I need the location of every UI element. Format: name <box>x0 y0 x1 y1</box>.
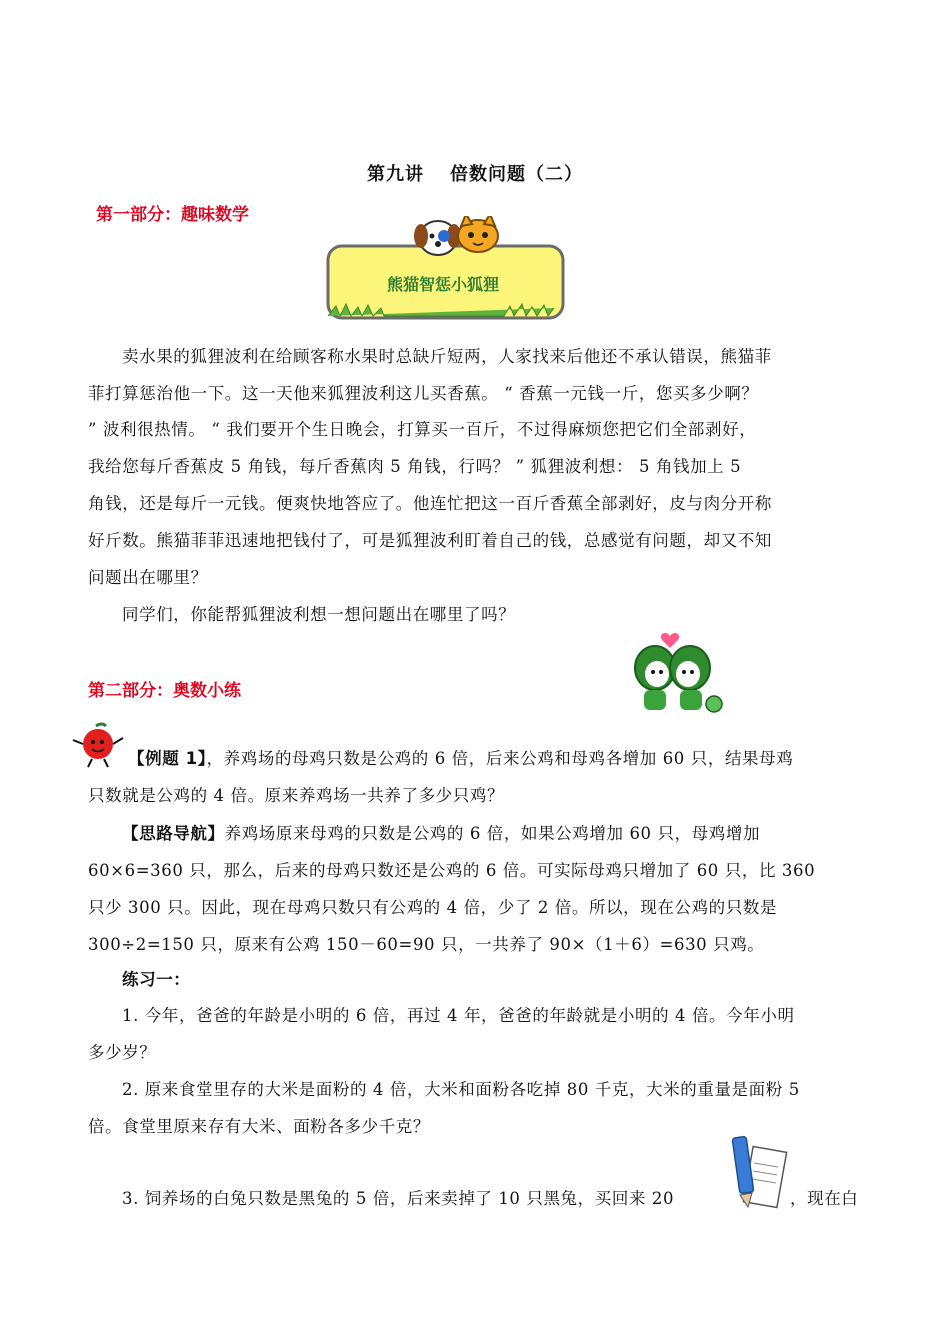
example-text: ，养鸡场的母鸡只数是公鸡的 6 倍，后来公鸡和母鸡各增加 60 只，结果母鸡 <box>206 749 794 768</box>
lecture-topic: 倍数问题（二） <box>450 164 583 185</box>
guide-line: 只少 300 只。因此，现在母鸡只数只有公鸡的 4 倍，少了 2 倍。所以，现在公鸡的只数是 <box>88 898 778 917</box>
story-line: ” 波利很热情。 “ 我们要开个生日晚会，打算买一百斤，不过得麻烦您把它们全部剥好， <box>88 420 757 439</box>
banner-illustration <box>318 216 568 324</box>
practice-item-3: 3. 饲养场的白兔只数是黑兔的 5 倍，后来卖掉了 10 只黑兔，买回来 20 <box>122 1189 675 1208</box>
practice-item-3-tail: ，现在白 <box>790 1189 859 1208</box>
banner-title: 熊猫智惩小狐狸 <box>386 275 499 294</box>
practice-item-2: 2. 原来食堂里存的大米是面粉的 4 倍，大米和面粉各吃掉 80 千克，大米的重量是面粉 5 <box>122 1080 800 1099</box>
pencil-paper <box>726 1135 788 1215</box>
practice-item-2-cont: 倍。食堂里原来存有大米、面粉各多少千克？ <box>88 1117 430 1136</box>
story-line: 我给您每斤香蕉皮 5 角钱，每斤香蕉肉 5 角钱，行吗？ ” 狐狸波利想： 5 角钱加上 5 <box>88 457 742 476</box>
apple-mascot <box>70 722 126 768</box>
story-question: 同学们，你能帮狐狸波利想一想问题出在哪里了吗？ <box>122 605 516 624</box>
part2-heading: 第二部分：奥数小练 <box>88 681 241 701</box>
guide-label: 【思路导航】 <box>122 824 225 843</box>
story-line: 卖水果的狐狸波利在给顾客称水果时总缺斤短两，人家找来后他还不承认错误，熊猫菲 <box>122 347 772 366</box>
lecture-number: 第九讲 <box>367 164 424 185</box>
practice-heading: 练习一： <box>122 970 191 989</box>
story-line: 菲打算惩治他一下。这一天他来狐狸波利这儿买香蕉。 “ 香蕉一元钱一斤，您买多少啊？ <box>88 384 759 403</box>
apple-icon <box>70 722 126 768</box>
guide-line: 300÷2=150 只，原来有公鸡 150－60=90 只，一共养了 90×（1＋6）=630 只鸡。 <box>88 935 765 954</box>
story-line: 问题出在哪里？ <box>88 568 208 587</box>
practice-item-1-cont: 多少岁？ <box>88 1043 157 1062</box>
part1-heading: 第一部分：趣味数学 <box>96 205 249 225</box>
example-label: 【例题 1】 <box>128 749 207 768</box>
watermelon-icon <box>620 628 730 720</box>
cat-icon <box>458 216 498 252</box>
example-1 <box>128 745 908 769</box>
story-banner <box>318 216 568 324</box>
guide-line: 60×6=360 只，那么，后来的母鸡只数还是公鸡的 6 倍。可实际母鸡只增加了 60 只，比 360 <box>88 861 816 880</box>
pencil-icon <box>726 1135 788 1215</box>
example-line: 只数就是公鸡的 4 倍。原来养鸡场一共养了多少只鸡？ <box>88 786 505 805</box>
watermelon-mascots <box>620 628 730 720</box>
practice-item-1: 1. 今年，爸爸的年龄是小明的 6 倍，再过 4 年，爸爸的年龄就是小明的 4 倍。今年小明 <box>122 1006 795 1025</box>
story-line: 角钱，还是每斤一元钱。便爽快地答应了。他连忙把这一百斤香蕉全部剥好，皮与肉分开称 <box>88 494 772 513</box>
guide-text: 养鸡场原来母鸡的只数是公鸡的 6 倍，如果公鸡增加 60 只，母鸡增加 <box>224 824 761 843</box>
page-title <box>0 160 950 186</box>
story-line: 好斤数。熊猫菲菲迅速地把钱付了，可是狐狸波利盯着自己的钱，总感觉有问题，却又不知 <box>88 531 772 550</box>
guide <box>122 820 902 844</box>
